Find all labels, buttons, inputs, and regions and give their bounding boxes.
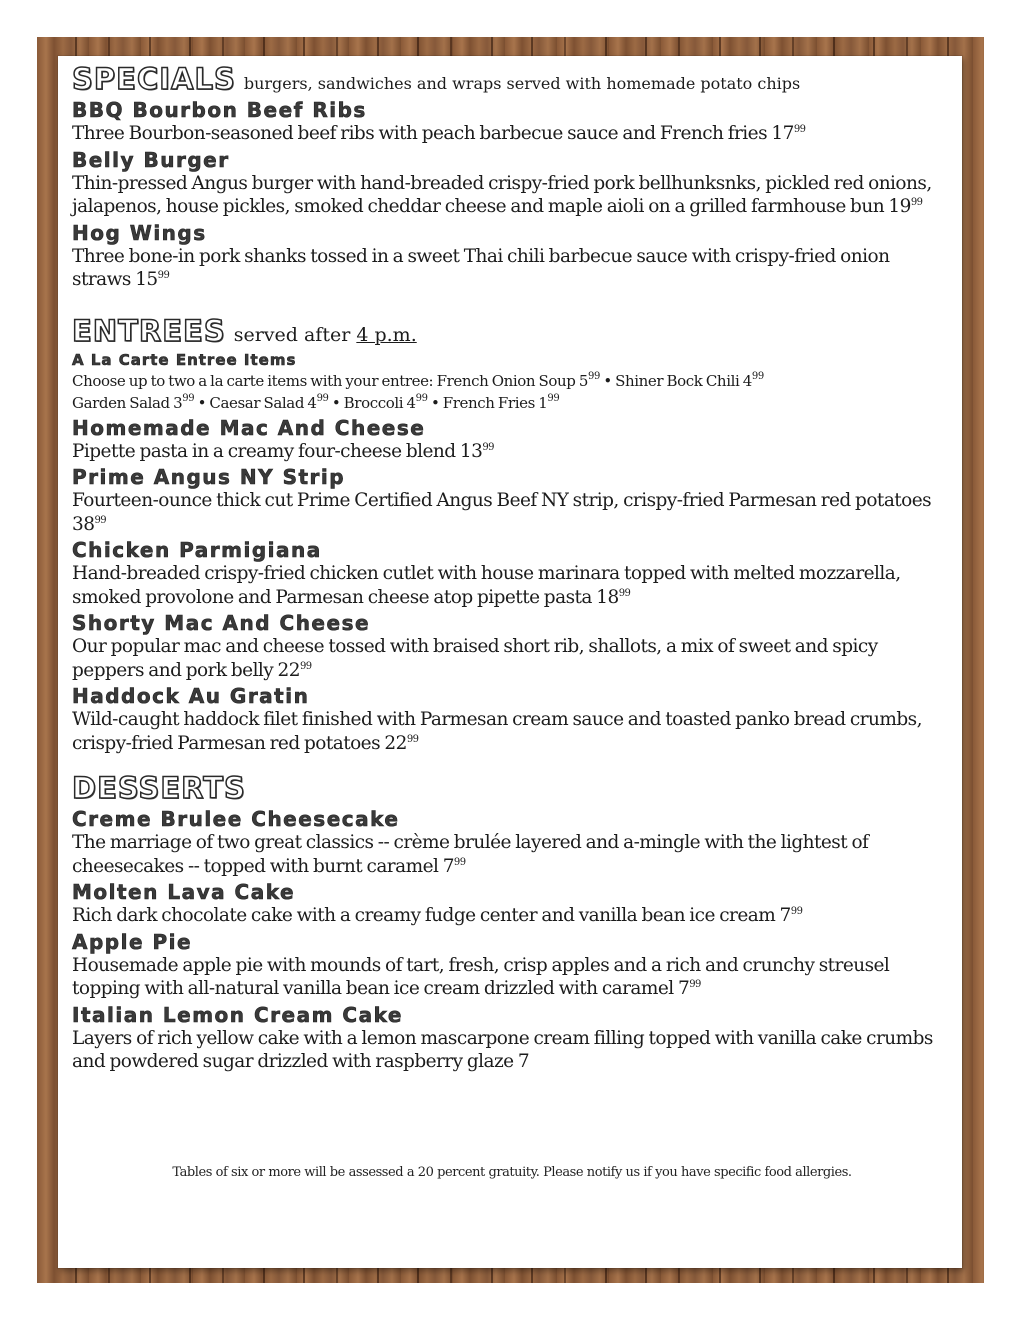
item-name: Shorty Mac And Cheese xyxy=(72,611,371,635)
menu-content xyxy=(72,62,952,1074)
item-description xyxy=(72,172,952,219)
item-name: Chicken Parmigiana xyxy=(72,538,322,562)
menu-item xyxy=(72,148,952,219)
item-name: BBQ Bourbon Beef Ribs xyxy=(72,98,367,122)
price-cents: 99 xyxy=(751,370,764,382)
item-desc-text: The marriage of two great classics -- crème brulée layered and a-mingle with the lightest of cheesecakes -- topped with burnt caramel xyxy=(72,832,869,877)
item-name: Hog Wings xyxy=(72,220,207,245)
price-dollars: 7 xyxy=(678,978,690,999)
item-description xyxy=(72,831,952,878)
item-desc-text: Three Bourbon-seasoned beef ribs with peach barbecue sauce and French fries xyxy=(72,123,768,144)
price-cents: 99 xyxy=(482,441,494,453)
spacer xyxy=(72,755,952,771)
price-cents: 99 xyxy=(316,392,329,404)
a-la-carte-title: A La Carte Entree Items xyxy=(72,350,297,369)
item-description xyxy=(72,440,952,464)
menu-item xyxy=(72,684,952,755)
spacer xyxy=(72,292,952,314)
price-cents: 99 xyxy=(689,979,701,990)
item-price xyxy=(460,441,494,462)
item-desc-text: Layers of rich yellow cake with a lemon mascarpone cream filling topped with vanilla cake crumbs and powdered sugar drizzled with raspberry glaze xyxy=(72,1027,933,1072)
footer-note: Tables of six or more will be assessed a 20 percent gratuity. Please notify us if you have specific food allergies. xyxy=(172,1165,852,1180)
item-description xyxy=(72,122,952,146)
item-desc-text: Three bone-in pork shanks tossed in a sweet Thai chili barbecue sauce with crispy-fried onion straws xyxy=(72,245,890,290)
entrees-title: ENTREES xyxy=(72,313,226,348)
price-cents: 99 xyxy=(94,514,107,526)
item-price xyxy=(278,660,312,681)
item-desc-text: Housemade apple pie with mounds of tart, fresh, crisp apples and a rich and crunchy streusel topping with all-natural vanilla bean ice cream drizzled with caramel xyxy=(72,954,890,999)
item-name: Prime Angus NY Strip xyxy=(72,465,346,489)
specials-subtitle: burgers, sandwiches and wraps served with homemade potato chips xyxy=(243,74,801,93)
item-name: Molten Lava Cake xyxy=(72,880,296,904)
entrees-subtitle-time: 4 p.m. xyxy=(356,323,417,346)
item-name: Creme Brulee Cheesecake xyxy=(72,807,400,831)
a-la-carte-text: Garden Salad 3 xyxy=(72,393,183,412)
a-la-carte-text: • Shiner Bock Chili 4 xyxy=(599,371,752,390)
price-cents: 99 xyxy=(157,270,170,281)
price-cents: 99 xyxy=(910,197,923,208)
desserts-header xyxy=(72,771,952,805)
price-dollars: 15 xyxy=(135,269,158,290)
menu-item xyxy=(72,98,952,146)
price-cents: 99 xyxy=(588,370,600,382)
price-dollars: 19 xyxy=(888,196,911,217)
item-description xyxy=(72,245,952,292)
item-price xyxy=(135,269,169,290)
a-la-carte-text: • Broccoli 4 xyxy=(328,393,416,412)
specials-title: SPECIALS xyxy=(72,62,236,96)
item-name: Italian Lemon Cream Cake xyxy=(72,1002,403,1027)
price-cents: 99 xyxy=(300,660,312,672)
item-price xyxy=(780,905,803,926)
a-la-carte-text: Choose up to two a la carte items with your entree: French Onion Soup 5 xyxy=(72,371,589,390)
item-price xyxy=(384,733,418,754)
entrees-subtitle-prefix: served after xyxy=(233,323,351,346)
price-cents: 99 xyxy=(406,733,419,745)
item-price xyxy=(443,856,466,877)
a-la-carte-text: • French Fries 1 xyxy=(427,393,548,412)
item-price xyxy=(518,1051,529,1072)
price-cents: 99 xyxy=(793,124,806,135)
item-description xyxy=(72,708,952,755)
price-dollars: 22 xyxy=(384,732,407,754)
menu-item xyxy=(72,538,952,609)
price-cents: 99 xyxy=(415,392,428,404)
menu-item xyxy=(72,221,952,292)
item-description xyxy=(72,1027,952,1074)
item-desc-text: Thin-pressed Angus burger with hand-breaded crispy-fried pork bellhunksnks, pickled red onions, jalapenos, house pickles, smoked cheddar cheese and maple aioli on a grilled farmhouse bun xyxy=(72,172,932,217)
item-description xyxy=(72,635,952,682)
menu-item xyxy=(72,416,952,464)
item-price xyxy=(678,978,701,999)
price-cents: 99 xyxy=(790,906,803,917)
price-dollars: 13 xyxy=(459,440,483,462)
item-price xyxy=(596,587,630,608)
item-price xyxy=(888,196,922,217)
price-dollars: 7 xyxy=(779,905,791,926)
item-price xyxy=(72,514,106,535)
item-description xyxy=(72,954,952,1001)
item-description xyxy=(72,562,952,609)
price-cents: 99 xyxy=(618,587,631,599)
item-desc-text: Rich dark chocolate cake with a creamy fudge center and vanilla bean ice cream xyxy=(72,905,776,926)
item-desc-text: Pipette pasta in a creamy four-cheese blend xyxy=(72,440,456,462)
price-dollars: 7 xyxy=(517,1051,530,1072)
desserts-title: DESSERTS xyxy=(72,771,246,805)
price-dollars: 22 xyxy=(277,659,300,681)
a-la-carte-line-1 xyxy=(72,370,952,392)
item-description xyxy=(72,489,952,536)
price-dollars: 38 xyxy=(72,513,95,535)
menu-item xyxy=(72,611,952,682)
menu-item xyxy=(72,1003,952,1074)
item-description xyxy=(72,904,952,928)
a-la-carte-line-2 xyxy=(72,392,952,414)
price-cents: 99 xyxy=(182,392,195,404)
entrees-header xyxy=(72,314,952,348)
a-la-carte-block xyxy=(72,350,952,414)
specials-header xyxy=(72,62,952,96)
price-dollars: 18 xyxy=(596,586,619,608)
price-dollars: 17 xyxy=(771,123,794,144)
item-desc-text: Hand-breaded crispy-fried chicken cutlet with house marinara topped with melted mozzarella, smoked provolone and Parmesan cheese atop pipette pasta xyxy=(72,563,901,608)
menu-item xyxy=(72,880,952,928)
menu-item xyxy=(72,930,952,1001)
item-desc-text: Wild-caught haddock filet finished with Parmesan cream sauce and toasted panko bread crumbs, crispy-fried Parmesan red potatoes xyxy=(72,709,922,754)
item-name: Homemade Mac And Cheese xyxy=(72,415,426,440)
item-name: Apple Pie xyxy=(72,929,193,954)
item-name: Belly Burger xyxy=(72,147,230,172)
menu-item xyxy=(72,465,952,536)
item-desc-text: Our popular mac and cheese tossed with braised short rib, shallots, a mix of sweet and spicy peppers and pork belly xyxy=(72,636,878,681)
entrees-subtitle xyxy=(234,325,417,345)
price-dollars: 7 xyxy=(442,855,454,877)
item-desc-text: Fourteen-ounce thick cut Prime Certified Angus Beef NY strip, crispy-fried Parmesan red potatoes xyxy=(72,490,932,511)
item-price xyxy=(771,123,805,144)
item-name: Haddock Au Gratin xyxy=(72,684,310,708)
price-cents: 99 xyxy=(547,392,560,404)
a-la-carte-text: • Caesar Salad 4 xyxy=(194,393,317,412)
menu-item xyxy=(72,807,952,878)
price-cents: 99 xyxy=(453,856,466,868)
